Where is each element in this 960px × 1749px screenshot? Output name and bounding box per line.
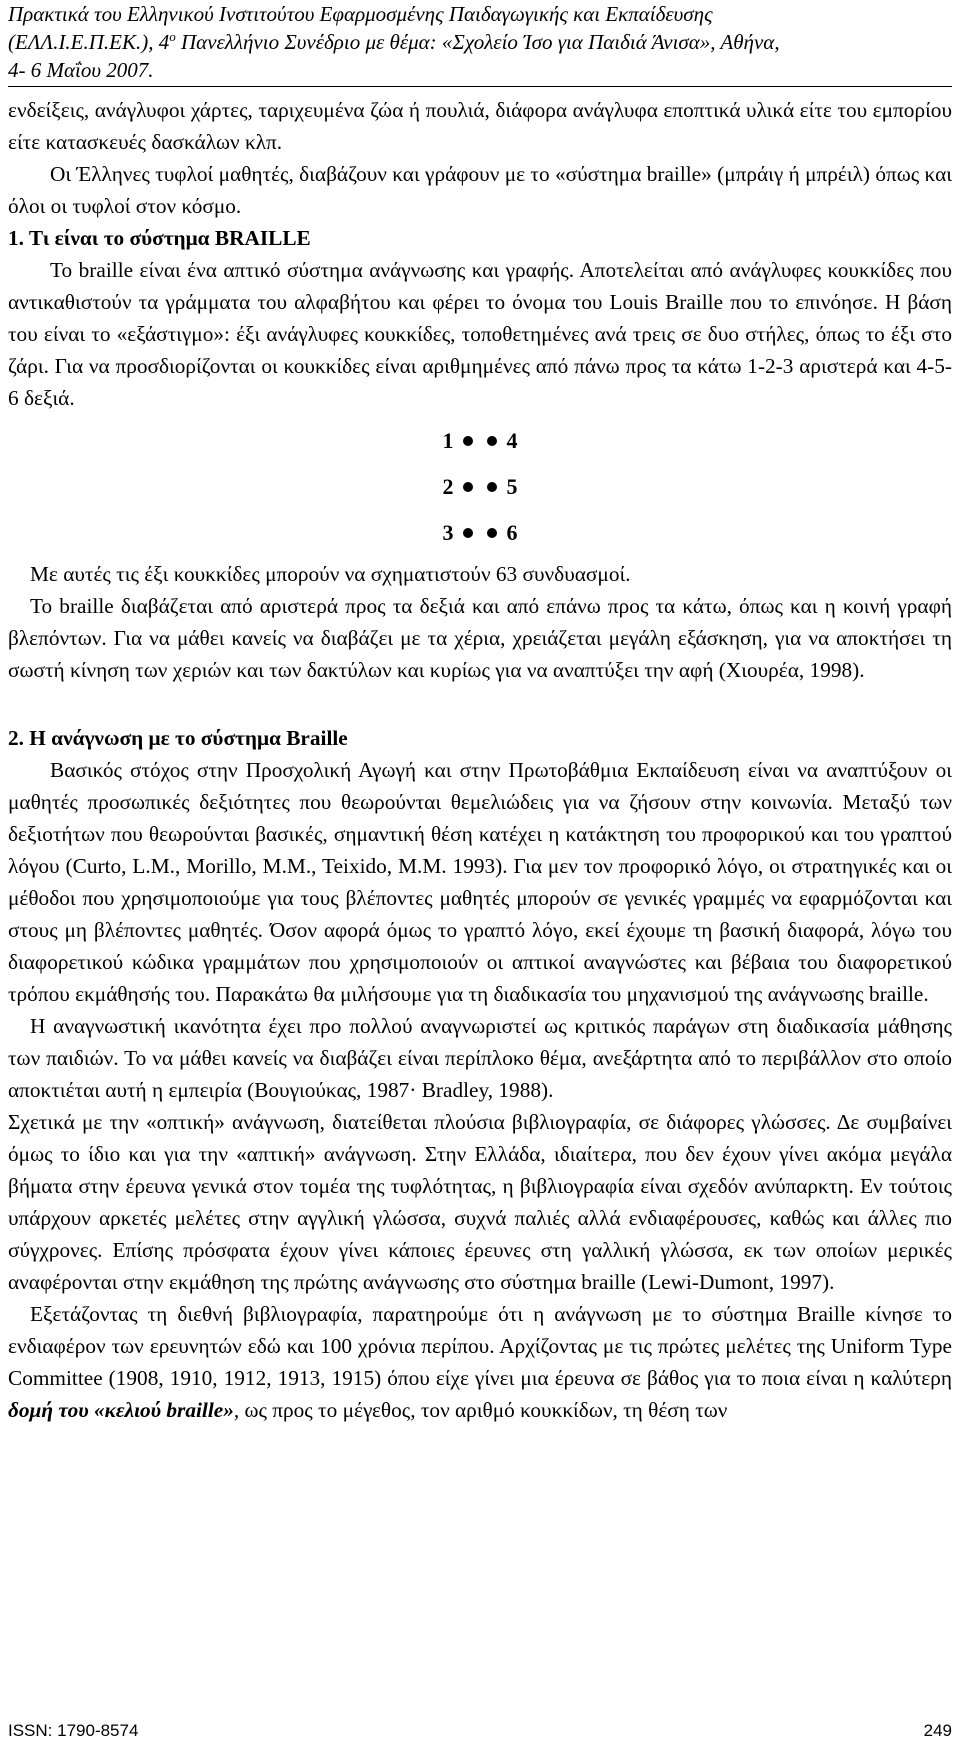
dot-number-1: 1 bbox=[442, 428, 454, 453]
paragraph-8: Σχετικά με την «οπτική» ανάγνωση, διατείθεται πλούσια βιβλιογραφία, σε διάφορες γλώσσες. Δε συμβαίνει όμως το ίδιο και για την «απτική» ανάγνωση. Στην Ελλάδα, ιδιαίτερα, που δεν έχουν γίνει ακόμα μεγάλα βήματα στην έρευνα γενικά στον τομέα της τυφλότητας, η βιβλιογραφία είναι σχεδόν ανύπαρκτη. Εν τούτοις υπάρχουν αρκετές μελέτες στην αγγλική γλώσσα, συχνά παλιές αλλά ενδιαφέρουσες, καθώς και άλλες πιο σύγχρονες. Επίσης πρόσφατα έχουν γίνει κάποιες έρευνες στη γαλλική γλώσσα, εκ των οποίων μερικές αναφέρονται στην εκμάθηση της πρώτης ανάγνωσης στο σύστημα braille (Lewi-Dumont, 1997). bbox=[8, 1110, 952, 1294]
page-number: 249 bbox=[923, 1721, 952, 1740]
braille-dot-4 bbox=[487, 436, 497, 446]
paragraph-5: Το braille διαβάζεται από αριστερά προς τα δεξιά και από επάνω προς τα κάτω, όπως και η κοινή γραφή βλεπόντων. Για να μάθει κανείς να διαβάζει με τα χέρια, χρειάζεται μεγάλη εξάσκηση, για να αποκτήσει τη σωστή κίνηση των χεριών και των δακτύλων και κυρίως για να αναπτύξει την αφή (Χιουρέα, 1998). bbox=[8, 594, 952, 682]
paragraph-3: Το braille είναι ένα απτικό σύστημα ανάγνωσης και γραφής. Αποτελείται από ανάγλυφες κουκκίδες που αντικαθιστούν τα γράμματα του αλφαβήτου και φέρει το όνομα του Louis Braille που το επινόησε. Η βάση του είναι το «εξάστιγμο»: έξι ανάγλυφες κουκκίδες, τοποθετημένες ανά τρεις σε δυο στήλες, όπως το έξι στο ζάρι. Για να προσδιορίζονται οι κουκκίδες είναι αριθμημένες από πάνω προς τα κάτω 1-2-3 αριστερά και 4-5-6 δεξιά. bbox=[8, 258, 952, 410]
page-footer bbox=[8, 1721, 952, 1741]
paragraph-4: Με αυτές τις έξι κουκκίδες μπορούν να σχηματιστούν 63 συνδυασμοί. bbox=[30, 562, 631, 586]
page-header bbox=[8, 0, 952, 87]
header-line-3: 4- 6 Μαΐου 2007. bbox=[8, 58, 154, 82]
paragraph-2: Οι Έλληνες τυφλοί μαθητές, διαβάζουν και γράφουν με το «σύστημα braille» (μπράιγ ή μπρέιλ) όπως και όλοι οι τυφλοί στον κόσμο. bbox=[8, 162, 952, 218]
issn-label: ISSN: 1790-8574 bbox=[8, 1721, 139, 1740]
header-line-2-b: Πανελλήνιο Συνέδριο με θέμα: «Σχολείο Ίσο για Παιδιά Άνισα», Αθήνα, bbox=[175, 30, 780, 54]
braille-dot-3 bbox=[463, 528, 473, 538]
dot-number-6: 6 bbox=[506, 520, 518, 545]
document-body bbox=[8, 94, 952, 1426]
paragraph-6: Βασικός στόχος στην Προσχολική Αγωγή και στην Πρωτοβάθμια Εκπαίδευση είναι να αναπτύξουν οι μαθητές προσωπικές δεξιότητες που θεωρούνται θεμελιώδεις για να ζήσουν στην κοινωνία. Μεταξύ των δεξιοτήτων που θεωρούνται βασικές, σημαντική θέση κατέχει η κατάκτηση του προφορικού και του γραπτού λόγου (Curto, L.M., Morillo, M.M., Teixido, M.M. 1993). Για μεν τον προφορικό λόγο, οι στρατηγικές και οι μέθοδοι που χρησιμοποιούμε για τους βλέποντες μαθητές μπορούν σε γενικές γραμμές να εφαρμόζονται και στους μη βλέποντες μαθητές. Όσον αφορά όμως το γραπτό λόγο, εκεί έχουμε τη βασική διαφορά, λόγω του διαφορετικού κώδικα γραμμάτων που χρησιμοποιούν οι απτικοί αναγνώστες και βέβαια του διαφορετικού τρόπου εκμάθησής του. Παρακάτω θα μιλήσουμε για τη διαδικασία του μηχανισμού της ανάγνωσης braille. bbox=[8, 758, 952, 1006]
dot-number-2: 2 bbox=[442, 474, 454, 499]
section-gap bbox=[8, 686, 952, 722]
section-heading-1: 1. Τι είναι το σύστημα BRAILLE bbox=[8, 226, 311, 250]
braille-row-1 bbox=[8, 418, 952, 464]
dot-number-5: 5 bbox=[506, 474, 518, 499]
paragraph-9-part-c: , ως προς το μέγεθος, τον αριθμό κουκκίδων, τη θέση των bbox=[233, 1398, 728, 1422]
section-heading-2: 2. Η ανάγνωση με το σύστημα Braille bbox=[8, 726, 348, 750]
dot-number-3: 3 bbox=[442, 520, 454, 545]
braille-dot-2 bbox=[463, 482, 473, 492]
braille-cell-structure-term: δομή του «κελιού braille» bbox=[8, 1398, 234, 1422]
header-line-1: Πρακτικά του Ελληνικού Ινστιτούτου Εφαρμοσμένης Παιδαγωγικής και Εκπαίδευσης bbox=[8, 2, 713, 26]
paragraph-9 bbox=[8, 1298, 952, 1426]
braille-row-3 bbox=[8, 510, 952, 556]
braille-dot-5 bbox=[487, 482, 497, 492]
braille-dot-6 bbox=[487, 528, 497, 538]
paragraph-1: ενδείξεις, ανάγλυφοι χάρτες, ταριχευμένα ζώα ή πουλιά, διάφορα ανάγλυφα εποπτικά υλικά είτε του εμπορίου είτε κατασκευές δασκάλων κλπ. bbox=[8, 98, 952, 154]
braille-row-2 bbox=[8, 464, 952, 510]
header-line-2 bbox=[8, 28, 952, 56]
paragraph-9-part-a: Εξετάζοντας τη διεθνή βιβλιογραφία, παρατηρούμε ότι η ανάγνωση με το σύστημα Braille κίνησε το ενδιαφέρον των ερευνητών εδώ και 100 χρόνια περίπου. Αρχίζοντας με τις πρώτες μελέτες της Uniform Type Committee (1908, 1910, 1912, 1913, 1915) όπου είχε γίνει μια έρευνα σε βάθος για το ποια είναι η καλύτερη bbox=[8, 1302, 952, 1390]
braille-cell-diagram bbox=[8, 418, 952, 556]
braille-dot-1 bbox=[463, 436, 473, 446]
header-line-2-a: (ΕΛΛ.Ι.Ε.Π.ΕΚ.), 4 bbox=[8, 30, 170, 54]
dot-number-4: 4 bbox=[506, 428, 518, 453]
header-superscript: ο bbox=[169, 29, 176, 44]
paragraph-7: Η αναγνωστική ικανότητα έχει προ πολλού αναγνωριστεί ως κριτικός παράγων στη διαδικασία μάθησης των παιδιών. Το να μάθει κανείς να διαβάζει είναι περίπλοκο θέμα, ανεξάρτητα από το περιβάλλον στο οποίο αποκτιέται αυτή η εμπειρία (Βουγιούκας, 1987· Bradley, 1988). bbox=[8, 1014, 952, 1102]
